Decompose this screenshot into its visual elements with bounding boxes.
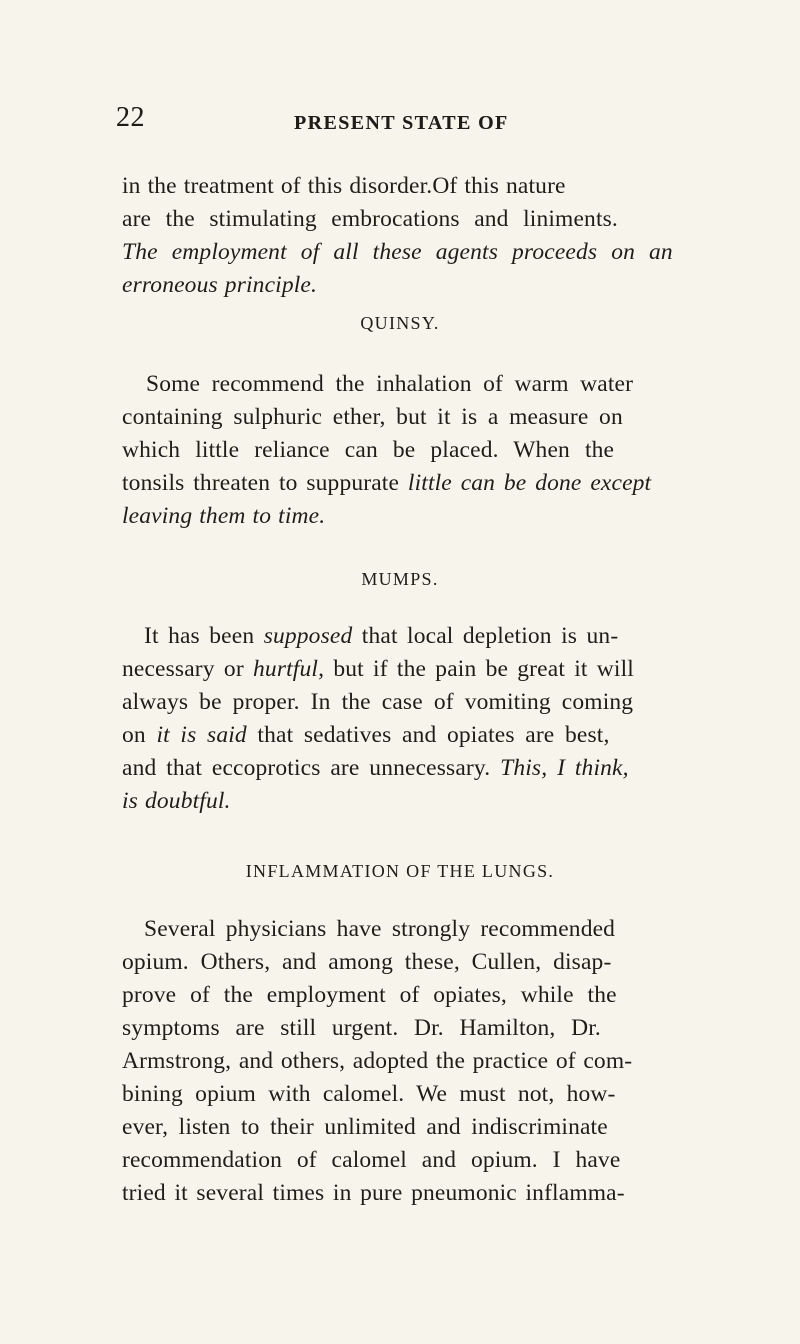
plain-text: that local depletion is un- xyxy=(361,623,619,649)
italic-text: erroneous principle. xyxy=(122,272,318,298)
text-line: tried it several times in pure pneumonic inflamma- xyxy=(122,1180,625,1206)
plain-text: It has been xyxy=(144,623,255,649)
text-line: Armstrong, and others, adopted the practice of com- xyxy=(122,1048,633,1074)
section-heading-lungs: INFLAMMATION OF THE LUNGS. xyxy=(245,861,555,881)
plain-text: on xyxy=(122,722,146,748)
text-line: ever, listen to their unlimited and indiscriminate xyxy=(122,1114,608,1140)
text-line xyxy=(122,620,706,653)
italic-text: it is said xyxy=(156,722,247,748)
plain-text: but if the pain be great it will xyxy=(333,656,634,682)
italic-text: is doubtful. xyxy=(122,788,231,814)
italic-text: The employment of all these agents proceeds on an xyxy=(122,239,673,265)
mumps-paragraph xyxy=(122,620,706,818)
text-line xyxy=(122,785,706,818)
italic-text: This, I think, xyxy=(500,755,629,781)
text-line: bining opium with calomel. We must not, how- xyxy=(122,1081,616,1107)
text-line xyxy=(122,500,706,533)
text-line: opium. Others, and among these, Cullen, disap- xyxy=(122,949,612,975)
plain-text: and that eccoprotics are unnecessary. xyxy=(122,755,491,781)
running-head: PRESENT STATE OF xyxy=(294,112,509,134)
text-line: Some recommend the inhalation of warm water xyxy=(146,371,634,397)
quinsy-paragraph xyxy=(122,368,706,533)
italic-text: supposed xyxy=(263,623,353,649)
text-line xyxy=(122,752,706,785)
text-line xyxy=(122,236,706,269)
page-header xyxy=(0,104,800,144)
text-line: symptoms are still urgent. Dr. Hamilton, Dr. xyxy=(122,1015,601,1041)
text-line xyxy=(122,719,706,752)
section-heading-mumps: MUMPS. xyxy=(361,569,439,589)
lungs-paragraph xyxy=(122,913,706,1210)
text-line: recommendation of calomel and opium. I have xyxy=(122,1147,621,1173)
plain-text: that sedatives and opiates are best, xyxy=(257,722,610,748)
text-line: containing sulphuric ether, but it is a measure on xyxy=(122,404,623,430)
page-number: 22 xyxy=(116,102,145,133)
text-line: prove of the employment of opiates, while the xyxy=(122,982,617,1008)
plain-text: necessary or xyxy=(122,656,244,682)
text-line xyxy=(122,467,706,500)
text-line: which little reliance can be placed. When the xyxy=(122,437,615,463)
text-line xyxy=(122,653,706,686)
italic-text: hurtful, xyxy=(253,656,325,682)
italic-text: little can be done except xyxy=(407,470,652,496)
text-line: always be proper. In the case of vomiting coming xyxy=(122,689,634,715)
text-line: in the treatment of this disorder.Of this nature xyxy=(122,173,566,199)
intro-paragraph xyxy=(122,170,706,302)
text-line: Several physicians have strongly recommended xyxy=(144,916,616,942)
text-line xyxy=(122,269,706,302)
text-line: are the stimulating embrocations and liniments. xyxy=(122,206,618,232)
plain-text: tonsils threaten to suppurate xyxy=(122,470,400,496)
italic-text: leaving them to time. xyxy=(122,503,326,529)
section-heading-quinsy: QUINSY. xyxy=(360,313,440,333)
